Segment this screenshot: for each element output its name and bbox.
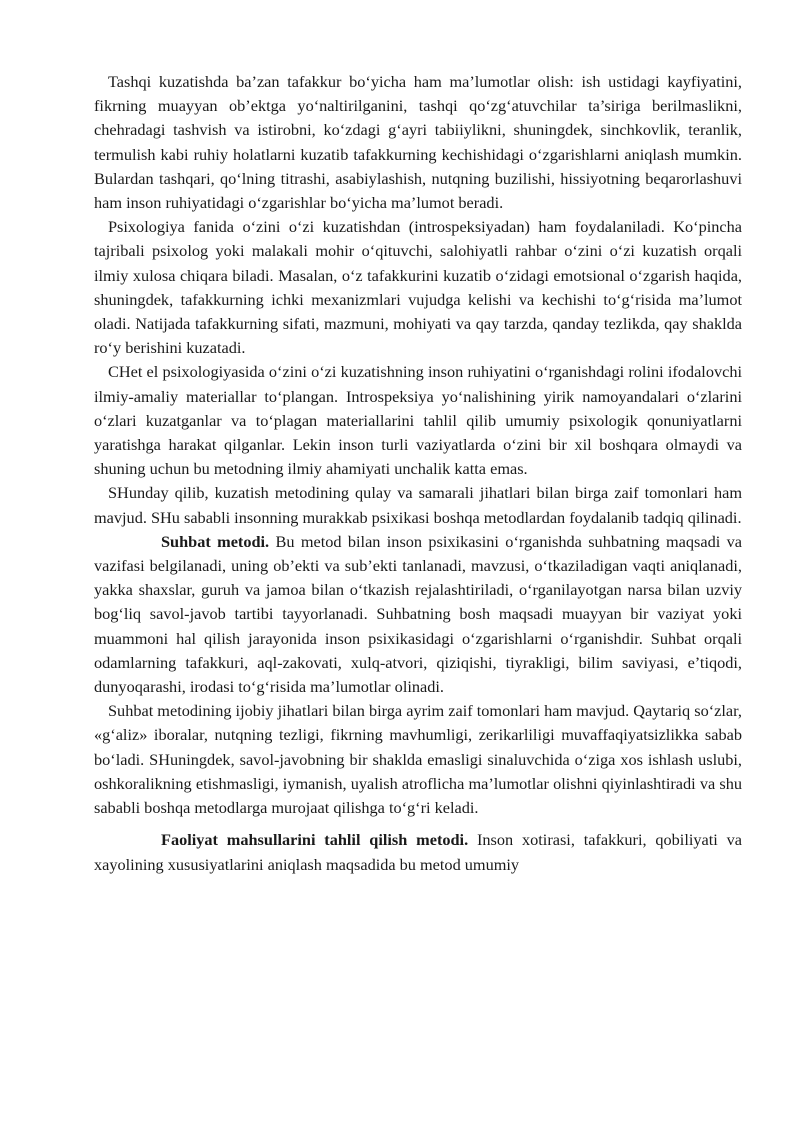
product-analysis-body: Inson xotirasi, tafakkuri, qobiliyati va xayolining xususiyatlarini aniqlash maqsadida bu metod umumiy bbox=[94, 830, 742, 874]
paragraph-foreign-psychology: CHet el psixologiyasida o‘zini o‘zi kuzatishning inson ruhiyatini o‘rganishdagi rolini ifodalovchi ilmiy-amaliy materiallar to‘plangan. Introspeksiya yo‘nalishining yirik namoyandalari o‘zlarini o‘zlari kuzatganlar va to‘plagan materiallarini tahlil qilib umumiy psixologik qonuniyatlarni yaratishga harakat qilganlar. Lekin inson turli vaziyatlarda o‘zini bir xil boshqara olmaydi va shuning uchun bu metodning ilmiy ahamiyati unchalik katta emas. bbox=[94, 362, 742, 479]
document-page bbox=[94, 70, 742, 877]
product-analysis-heading: Faoliyat mahsullarini tahlil qilish metodi. bbox=[161, 830, 469, 850]
paragraph-interview-method bbox=[94, 530, 742, 699]
paragraph-external-observation: Tashqi kuzatishda ba’zan tafakkur bo‘yicha ham ma’lumotlar olish: ish ustidagi kayfiyatini, fikrning muayyan ob’ektga yo‘naltirilganini, tashqi qo‘zg‘atuvchilar ta’siriga berilmaslikni, chehradagi tashvish va istirobni, ko‘zdagi g‘ayri tabiiylikni, shuningdek, sinchkovlik, teranlik, termulish kabi ruhiy holatlarni kuzatib tafakkurning kechishidagi o‘zgarishlarni aniqlash mumkin. Bulardan tashqari, qo‘lning titrashi, asabiylashish, nutqning buzilishi, hissiyotning beqarorlashuvi ham inson ruhiyatidagi o‘zgarishlar bo‘yicha ma’lumot beradi. bbox=[94, 72, 742, 213]
interview-method-heading: Suhbat metodi. bbox=[161, 531, 270, 551]
interview-method-body: Bu metod bilan inson psixikasini o‘rganishda suhbatning maqsadi va vazifasi belgilanadi, uning ob’ekti va sub’ekti tanlanadi, mavzusi, o‘tkaziladigan vaqti aniqlanadi, yakka shaxslar, guruh va jamoa bilan o‘tkazish rejalashtiriladi, o‘rganilayotgan narsa bilan uzviy bog‘liq savol-javob tartibi tayyorlanadi. Suhbatning bosh maqsadi muayyan bir vaziyat yoki muammoni hal qilish jarayonida inson psixikasidagi o‘zgarishlarni o‘rganishdir. Suhbat orqali odamlarning tafakkuri, aql-zakovati, xulq-atvori, qiziqishi, tiyrakligi, bilim saviyasi, e’tiqodi, dunyoqarashi, irodasi to‘g‘risida ma’lumotlar olinadi. bbox=[94, 531, 742, 697]
paragraph-observation-summary: SHunday qilib, kuzatish metodining qulay va samarali jihatlari bilan birga zaif tomonlari ham mavjud. SHu sababli insonning murakkab psixikasi boshqa metodlardan foydalanib tadqiq qilinadi. bbox=[94, 483, 742, 527]
paragraph-introspection: Psixologiya fanida o‘zini o‘zi kuzatishdan (introspeksiyadan) ham foydalaniladi. Ko‘pincha tajribali psixolog yoki malakali mohir o‘qituvchi, salohiyatli rahbar o‘zini o‘zi kuzatish orqali ilmiy xulosa chiqara biladi. Masalan, o‘z tafakkurini kuzatib o‘zidagi emotsional o‘zgarish haqida, shuningdek, tafakkurning ichki mexanizmlari vujudga kelishi va kechishi to‘g‘risida ma’lumot oladi. Natijada tafakkurning sifati, mazmuni, mohiyati va qay tarzda, qanday tezlikda, qay shaklda ro‘y berishini kuzatadi. bbox=[94, 217, 742, 358]
paragraph-interview-weaknesses: Suhbat metodining ijobiy jihatlari bilan birga ayrim zaif tomonlari ham mavjud. Qaytariq so‘zlar, «g‘aliz» iboralar, nutqning tezligi, fikrning mavhumligi, zerikarliligi muvaffaqiyatsizlikka sabab bo‘ladi. SHuningdek, savol-javobning bir shaklda emasligi sinaluvchida o‘ziga xos ishlash uslubi, oshkoralikning etishmasligi, iymanish, uyalish atroflicha ma’lumotlar olishni qiyinlashtiradi va shu sababli boshqa metodlarga murojaat qilishga to‘g‘ri keladi. bbox=[94, 701, 742, 818]
paragraph-product-analysis-method bbox=[94, 828, 742, 876]
